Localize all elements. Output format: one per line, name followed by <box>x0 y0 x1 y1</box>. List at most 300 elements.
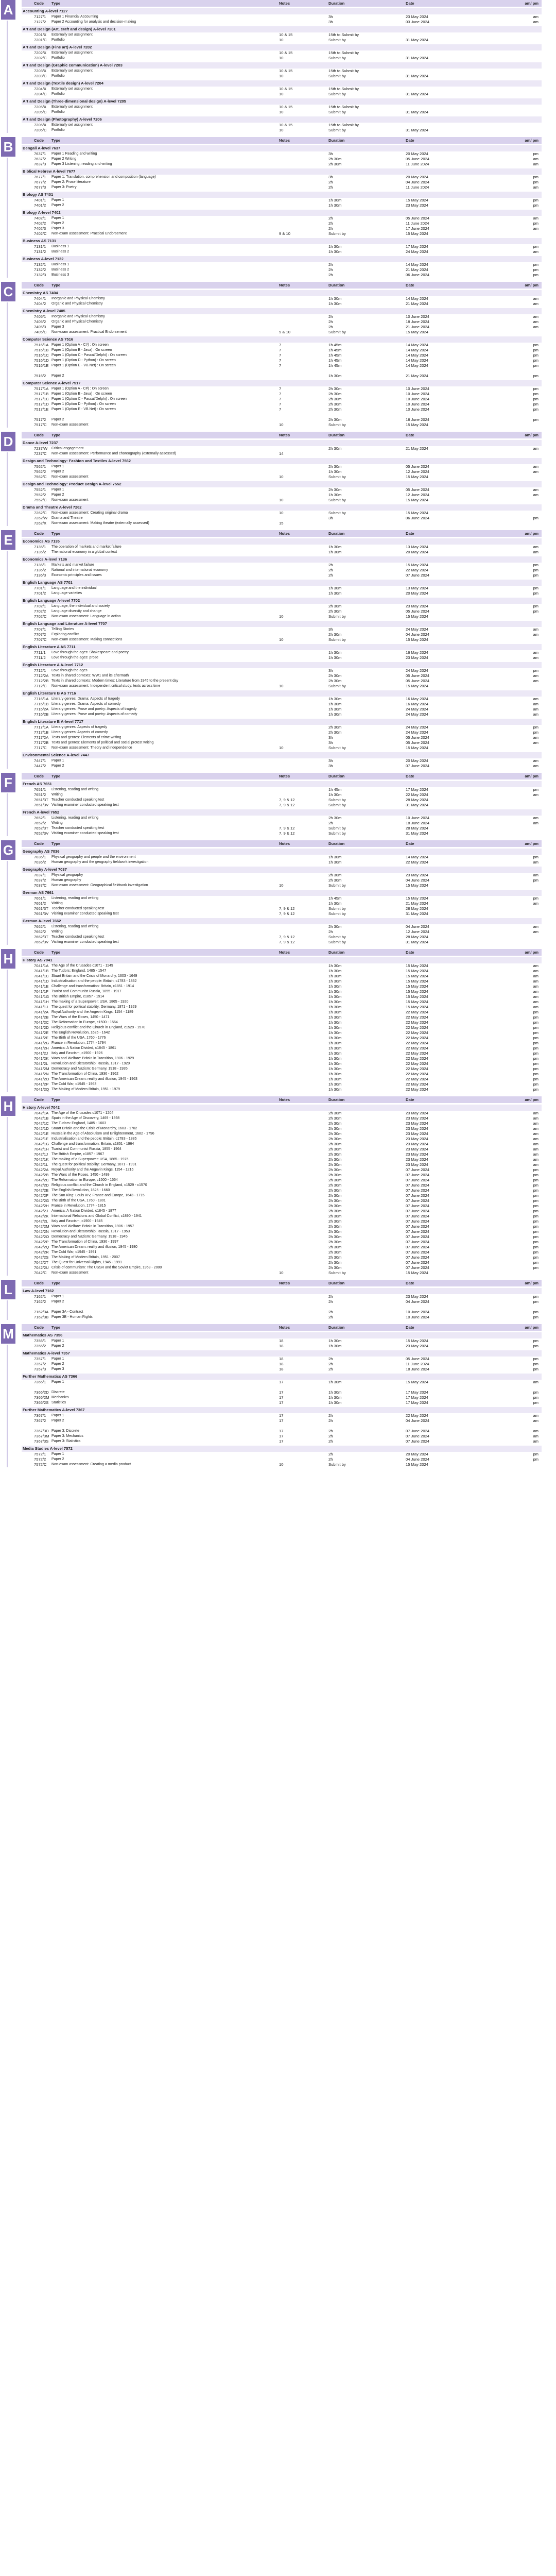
cell-date: 07 June 2024 <box>406 1234 430 1239</box>
cell-code: 7702/2 <box>34 609 46 614</box>
cell-code: 7717/C <box>34 745 47 750</box>
column-header-type: Type <box>51 950 61 955</box>
cell-duration: Submit by <box>328 803 346 807</box>
cell-notes: 10 <box>279 684 284 688</box>
cell-code: 7516/1B <box>34 348 49 352</box>
column-header-row <box>22 949 542 956</box>
table-row <box>22 1178 542 1183</box>
cell-duration: 1h 30m <box>328 707 342 711</box>
cell-type: Language diversity and change <box>51 609 102 613</box>
cell-ampm: am <box>533 712 538 717</box>
cell-duration: 1h 30m <box>328 712 342 717</box>
column-header-ampm: am/ pm <box>525 283 538 287</box>
table-row <box>22 702 542 707</box>
subject-title: German AS 7661 <box>22 890 542 896</box>
table-row <box>22 1385 542 1390</box>
section-rail-bar <box>7 1117 8 1276</box>
table-row <box>22 550 542 555</box>
section-letter: D <box>1 432 15 451</box>
cell-notes: 7 <box>279 353 282 358</box>
cell-code: 7404/1 <box>34 296 46 301</box>
cell-duration: 2h 30m <box>328 1173 342 1177</box>
cell-date: 23 May 2024 <box>406 1131 428 1136</box>
column-header-date: Date <box>406 1097 414 1102</box>
cell-date: 04 June 2024 <box>406 878 430 883</box>
cell-type: Paper 1 (Option D - Python) : On screen <box>51 402 116 406</box>
cell-code: 7662/1 <box>34 924 46 929</box>
cell-code: 7042/1G <box>34 1142 49 1146</box>
column-header-row <box>22 840 542 847</box>
subject-title: Economics AS 7135 <box>22 538 542 545</box>
cell-ampm: am <box>533 464 538 469</box>
cell-type: Writing <box>51 793 63 796</box>
cell-code: 7702/C <box>34 614 47 619</box>
section-g <box>0 840 556 945</box>
column-header-date: Date <box>406 1325 414 1330</box>
cell-duration: Submit by <box>328 56 346 60</box>
cell-duration: 1h 30m <box>328 249 342 254</box>
cell-notes: 10 & 15 <box>279 87 293 91</box>
cell-type: Royal Authority and the Angevin Kings, 1154 - 1189 <box>51 1010 133 1014</box>
cell-type: Portfolio <box>51 110 65 114</box>
cell-duration: Submit by <box>328 474 346 479</box>
cell-code: 7136/3 <box>34 573 46 578</box>
cell-code: 7651/1 <box>34 787 46 792</box>
column-header-code: Code <box>34 841 44 846</box>
cell-type: Paper 2 <box>51 1458 64 1461</box>
cell-code: 7716/2A <box>34 707 49 711</box>
cell-ampm <box>519 1423 542 1429</box>
cell-date: 28 May 2024 <box>406 935 428 939</box>
cell-date: 28 May 2024 <box>406 798 428 802</box>
table-row <box>22 56 542 61</box>
cell-code: 7637/1 <box>34 151 46 156</box>
cell-code: 7237/W <box>34 446 48 451</box>
cell-duration: Submit by <box>328 38 346 42</box>
cell-date: 23 May 2024 <box>406 1344 428 1348</box>
cell-duration: 2h <box>328 1439 333 1444</box>
cell-code: 7041/2E <box>34 1030 49 1035</box>
cell-type: Paper 2 <box>51 1344 64 1348</box>
cell-code: 7042/1K <box>34 1157 49 1162</box>
cell-date: 05 June 2024 <box>406 735 430 740</box>
cell-duration: 1h 30m <box>328 984 342 989</box>
cell-code: 7042/2Q <box>34 1245 49 1249</box>
cell-duration: 2h <box>328 185 333 190</box>
cell-duration: 2h 30m <box>328 1250 342 1255</box>
cell-notes <box>279 244 328 249</box>
cell-notes: 18 <box>279 1362 284 1366</box>
cell-ampm: am <box>533 157 538 161</box>
cell-duration: 3h <box>328 627 333 632</box>
cell-date: 31 May 2024 <box>406 831 428 836</box>
cell-code: 7042/C <box>34 1270 47 1275</box>
cell-code: 7552/C <box>34 498 47 502</box>
cell-notes <box>279 1183 328 1188</box>
cell-code: 7637/2 <box>34 157 46 161</box>
cell-notes <box>279 1147 328 1152</box>
cell-ampm <box>519 511 542 516</box>
cell-ampm <box>519 826 542 831</box>
cell-date <box>406 123 519 128</box>
cell-code: 7707/1 <box>34 627 46 632</box>
cell-date: 04 June 2024 <box>406 632 430 637</box>
cell-date: 15 May 2024 <box>406 1380 428 1384</box>
table-row <box>22 1315 542 1320</box>
cell-code: 7041/1C <box>34 974 49 978</box>
cell-notes <box>279 673 328 679</box>
column-header-type: Type <box>51 841 61 846</box>
table-row <box>22 392 542 397</box>
subject-title: French AS 7651 <box>22 781 542 787</box>
cell-ampm: pm <box>533 407 538 412</box>
cell-code: 7041/1G <box>34 994 49 999</box>
table-row <box>22 1400 542 1405</box>
cell-code: 7041/2A <box>34 1010 49 1014</box>
cell-code: 7041/1B <box>34 969 49 973</box>
cell-type: The Transformation of China, 1936 - 1997 <box>51 1240 118 1244</box>
cell-ampm <box>519 684 542 689</box>
cell-date: 05 June 2024 <box>406 1357 430 1361</box>
cell-ampm: pm <box>533 353 538 358</box>
cell-ampm: am <box>533 969 538 973</box>
cell-notes <box>279 487 328 493</box>
table-row <box>22 1061 542 1066</box>
cell-code: 7357/2 <box>34 1362 46 1366</box>
subject-title: Design and Technology: Product Design A-level 7552 <box>22 481 542 487</box>
cell-duration: 2h 30m <box>328 157 342 161</box>
cell-notes <box>279 860 328 865</box>
table-row <box>22 873 542 878</box>
cell-ampm: pm <box>533 374 538 378</box>
cell-notes <box>279 563 328 568</box>
table-row <box>22 407 542 412</box>
cell-notes: 10 & 15 <box>279 69 293 73</box>
table-row <box>22 262 542 267</box>
cell-date: 16 May 2024 <box>406 702 428 706</box>
cell-notes <box>279 963 328 969</box>
cell-date: 15 May 2024 <box>406 1005 428 1009</box>
cell-type <box>51 1304 279 1310</box>
cell-duration: 2h 30m <box>328 162 342 166</box>
cell-date: 23 May 2024 <box>406 1142 428 1146</box>
cell-notes <box>279 1020 328 1025</box>
cell-notes <box>279 1304 328 1310</box>
cell-notes <box>279 493 328 498</box>
cell-duration: 1h 30m <box>328 1041 342 1045</box>
cell-ampm: pm <box>533 725 538 730</box>
cell-code: 7042/2U <box>34 1265 49 1270</box>
cell-ampm: pm <box>533 1198 538 1203</box>
cell-type: Paper 2 <box>51 222 64 225</box>
cell-duration: 2h 30m <box>328 1198 342 1203</box>
cell-notes <box>279 221 328 226</box>
table-row <box>22 1188 542 1193</box>
cell-ampm: pm <box>533 1173 538 1177</box>
column-header-duration: Duration <box>328 1281 345 1285</box>
cell-code: 7041/2F <box>34 1036 48 1040</box>
cell-type: Paper 2 <box>51 470 64 473</box>
cell-type: Teacher conducted speaking test <box>51 907 105 910</box>
column-header-row <box>22 137 542 144</box>
table-row <box>22 511 542 516</box>
cell-notes <box>279 873 328 878</box>
column-header-row <box>22 432 542 438</box>
cell-notes <box>279 1423 328 1429</box>
cell-date: 07 June 2024 <box>406 1188 430 1193</box>
table-row <box>22 20 542 25</box>
cell-notes <box>279 679 328 684</box>
cell-duration: 1h 30m <box>328 296 342 301</box>
cell-code: 7041/2O <box>34 1077 49 1081</box>
section-b <box>0 137 556 278</box>
cell-type: America: A Nation Divided, c1845 - 1861 <box>51 1046 116 1050</box>
subject-title: Computer Science A-level 7517 <box>22 380 542 386</box>
table-row <box>22 878 542 883</box>
cell-date: 14 May 2024 <box>406 262 428 267</box>
cell-ampm <box>519 92 542 97</box>
table-row <box>22 128 542 133</box>
cell-date <box>406 50 519 56</box>
section-letter: B <box>1 137 15 157</box>
cell-date: 14 May 2024 <box>406 348 428 352</box>
cell-date: 10 June 2024 <box>406 402 430 406</box>
cell-date: 10 June 2024 <box>406 314 430 319</box>
cell-notes <box>279 374 328 379</box>
cell-code: 7042/2L <box>34 1219 48 1224</box>
cell-ampm: am <box>533 989 538 994</box>
cell-ampm: am <box>533 1157 538 1162</box>
cell-duration: 2h <box>328 273 333 277</box>
cell-type: The Birth of the USA, 1760 - 1776 <box>51 1036 106 1040</box>
table-row <box>22 244 542 249</box>
cell-code: 7716/2B <box>34 712 49 717</box>
cell-type: Revolution and Dictatorship: Russia, 1917 - 1953 <box>51 1230 130 1233</box>
cell-type: Religious conflict and the Church in England, c1529 - c1570 <box>51 1183 147 1187</box>
cell-duration: 2h 30m <box>328 397 342 401</box>
cell-ampm: am <box>533 860 538 865</box>
cell-date: 15 May 2024 <box>406 498 428 502</box>
cell-type: Portfolio <box>51 128 65 132</box>
table-row <box>22 1270 542 1276</box>
cell-duration: 1h 30m <box>328 989 342 994</box>
cell-type: Spain in the Age of Discovery, 1469 - 1598 <box>51 1116 120 1120</box>
cell-duration: 1h 30m <box>328 994 342 999</box>
table-row <box>22 831 542 836</box>
cell-type: Texts in shared contexts: WW1 and its aftermath <box>51 674 129 677</box>
cell-duration: 2h 30m <box>328 402 342 406</box>
cell-duration: 2h 30m <box>328 1157 342 1162</box>
cell-code: 7367/3D <box>34 1429 49 1433</box>
cell-notes: 10 & 15 <box>279 32 293 37</box>
table-row <box>22 1265 542 1270</box>
cell-type: Tsarist and Communist Russia, 1855 - 1964 <box>51 1147 121 1151</box>
cell-type: The national economy in a global context <box>51 550 117 554</box>
cell-date: 07 June 2024 <box>406 1255 430 1260</box>
cell-duration: 15th to Submit by <box>328 32 359 37</box>
cell-ampm <box>519 474 542 480</box>
table-row <box>22 38 542 43</box>
cell-ampm: am <box>533 1152 538 1157</box>
cell-type: The quest for political stability: Germany, 1871 - 1929 <box>51 1005 137 1009</box>
cell-date: 24 May 2024 <box>406 668 428 673</box>
cell-code: 7662/3V <box>34 940 49 944</box>
column-header-notes: Notes <box>279 841 290 846</box>
cell-notes: 10 <box>279 110 284 114</box>
cell-date: 15 May 2024 <box>406 745 428 750</box>
cell-duration: 15th to Submit by <box>328 123 359 127</box>
table-row <box>22 1066 542 1072</box>
cell-ampm: am <box>533 655 538 660</box>
cell-duration: 2h 30m <box>328 1121 342 1126</box>
cell-duration: 1h 30m <box>328 901 342 906</box>
cell-ampm <box>519 911 542 917</box>
cell-ampm <box>519 935 542 940</box>
cell-code: 7041/1E <box>34 984 49 989</box>
cell-ampm: pm <box>533 397 538 401</box>
cell-type <box>51 368 279 374</box>
cell-code: 7041/2H <box>34 1046 49 1050</box>
cell-type: Literary genres: Drama: Aspects of comedy <box>51 702 121 706</box>
cell-type: Paper 2 <box>51 418 64 421</box>
cell-code: 7127/2 <box>34 20 46 24</box>
cell-ampm: am <box>533 999 538 1004</box>
cell-date: 31 May 2024 <box>406 803 428 807</box>
cell-notes: 10 <box>279 1270 284 1275</box>
cell-code: 7041/1F <box>34 989 48 994</box>
cell-date: 07 June 2024 <box>406 1167 430 1172</box>
cell-code: 7402/1 <box>34 216 46 221</box>
cell-duration: 1h 30m <box>328 1030 342 1035</box>
cell-date <box>406 69 519 74</box>
cell-duration: 3h <box>328 758 333 763</box>
cell-type: France in Revolution, 1774 - 1794 <box>51 1041 106 1045</box>
column-header-row <box>22 0 542 7</box>
cell-date: 31 May 2024 <box>406 110 428 114</box>
cell-type: Paper 1 (Option C - Pascal/Delphi) : On screen <box>51 397 127 401</box>
table-row <box>22 563 542 568</box>
cell-notes: 10 <box>279 38 284 42</box>
cell-type: Paper 1 (Option A - C#) : On screen <box>51 387 109 391</box>
cell-notes <box>279 314 328 319</box>
cell-type: Paper 3 <box>51 325 64 329</box>
table-row <box>22 1304 542 1310</box>
table-row <box>22 203 542 208</box>
cell-notes: 7, 9 & 12 <box>279 798 295 802</box>
cell-notes <box>279 446 328 451</box>
cell-duration: 2h 30m <box>328 730 342 735</box>
cell-date: 05 June 2024 <box>406 216 430 221</box>
cell-duration: 1h 30m <box>328 1344 342 1348</box>
table-row <box>22 32 542 38</box>
cell-duration: 1h 30m <box>328 198 342 202</box>
cell-type: Paper 1 <box>51 198 64 202</box>
cell-type: Paper 1 (Option E - VB.Net) : On screen <box>51 364 116 367</box>
cell-code: 7572/2 <box>34 1457 46 1462</box>
column-header-duration: Duration <box>328 433 345 437</box>
cell-notes <box>279 1260 328 1265</box>
column-header-code: Code <box>34 531 44 536</box>
cell-type: Listening, reading and writing <box>51 925 99 928</box>
column-header-date: Date <box>406 950 414 955</box>
cell-date: 23 May 2024 <box>406 604 428 608</box>
cell-ampm: am <box>533 14 538 19</box>
cell-duration: 3h <box>328 175 333 179</box>
cell-type: Markets and market failure <box>51 563 94 567</box>
cell-notes: 17 <box>279 1390 284 1395</box>
table-row <box>22 1137 542 1142</box>
table-row <box>22 855 542 860</box>
cell-duration: 1h 45m <box>328 363 342 368</box>
subject-title: English Literature A AS 7711 <box>22 644 542 650</box>
cell-ampm: pm <box>533 1260 538 1265</box>
cell-notes <box>279 1046 328 1051</box>
column-header-type: Type <box>51 1097 61 1102</box>
cell-ampm <box>519 123 542 128</box>
table-row <box>22 1423 542 1429</box>
cell-duration: 2h 30m <box>328 407 342 412</box>
cell-ampm: am <box>533 20 538 24</box>
cell-ampm: pm <box>533 1025 538 1030</box>
subject-title: History AS 7041 <box>22 957 542 963</box>
cell-type: The Making of Modern Britain, 1951 - 1979 <box>51 1088 120 1091</box>
subject-title: German A-level 7662 <box>22 918 542 924</box>
table-row <box>22 1457 542 1462</box>
cell-code: 7205/X <box>34 105 47 109</box>
cell-type: Listening, reading and writing <box>51 788 99 791</box>
subject-title: Art and Design (Graphic communication) A-level 7203 <box>22 62 542 69</box>
column-header-code: Code <box>34 433 44 437</box>
cell-duration: 2h 30m <box>328 1260 342 1265</box>
cell-type: Physical geography <box>51 873 83 877</box>
cell-ampm <box>519 105 542 110</box>
cell-ampm: pm <box>533 1178 538 1182</box>
cell-type: Non-exam assessment: Language in action <box>51 615 121 618</box>
cell-notes: 10 <box>279 128 284 132</box>
cell-code: 7041/2N <box>34 1072 49 1076</box>
section-body <box>22 1096 556 1276</box>
table-row <box>22 1030 542 1036</box>
cell-notes <box>279 591 328 596</box>
cell-date: 14 May 2024 <box>406 296 428 301</box>
cell-duration: 1h 30m <box>328 1077 342 1081</box>
subject-title: Law A-level 7162 <box>22 1288 542 1294</box>
cell-type: Inorganic and Physical Chemistry <box>51 315 105 318</box>
cell-notes <box>279 262 328 267</box>
cell-date: 07 June 2024 <box>406 1178 430 1182</box>
cell-notes <box>279 301 328 307</box>
cell-duration: 2h <box>328 1429 333 1433</box>
cell-type: Language varieties <box>51 591 82 595</box>
cell-type: The Age of the Crusades c1071 - 1204 <box>51 1111 114 1115</box>
cell-code: 7041/1J <box>34 1005 48 1009</box>
cell-type: Russia in the Age of Absolutism and Enlightenment, 1682 - 1796 <box>51 1132 154 1136</box>
cell-code: 7701/2 <box>34 591 46 596</box>
table-row <box>22 325 542 330</box>
section-letter: C <box>1 282 15 301</box>
subject-title: French A-level 7652 <box>22 809 542 816</box>
cell-duration: 2h 30m <box>328 1193 342 1198</box>
cell-duration: 2h <box>328 226 333 231</box>
cell-notes: 10 <box>279 498 284 502</box>
section-d <box>0 432 556 526</box>
cell-notes <box>279 319 328 325</box>
cell-type: Paper 1: Translation, comprehension and composition (language) <box>51 175 156 179</box>
table-row <box>22 1362 542 1367</box>
cell-ampm <box>519 451 542 456</box>
section-rail-bar <box>7 970 8 1092</box>
cell-code: 7042/2D <box>34 1183 49 1188</box>
